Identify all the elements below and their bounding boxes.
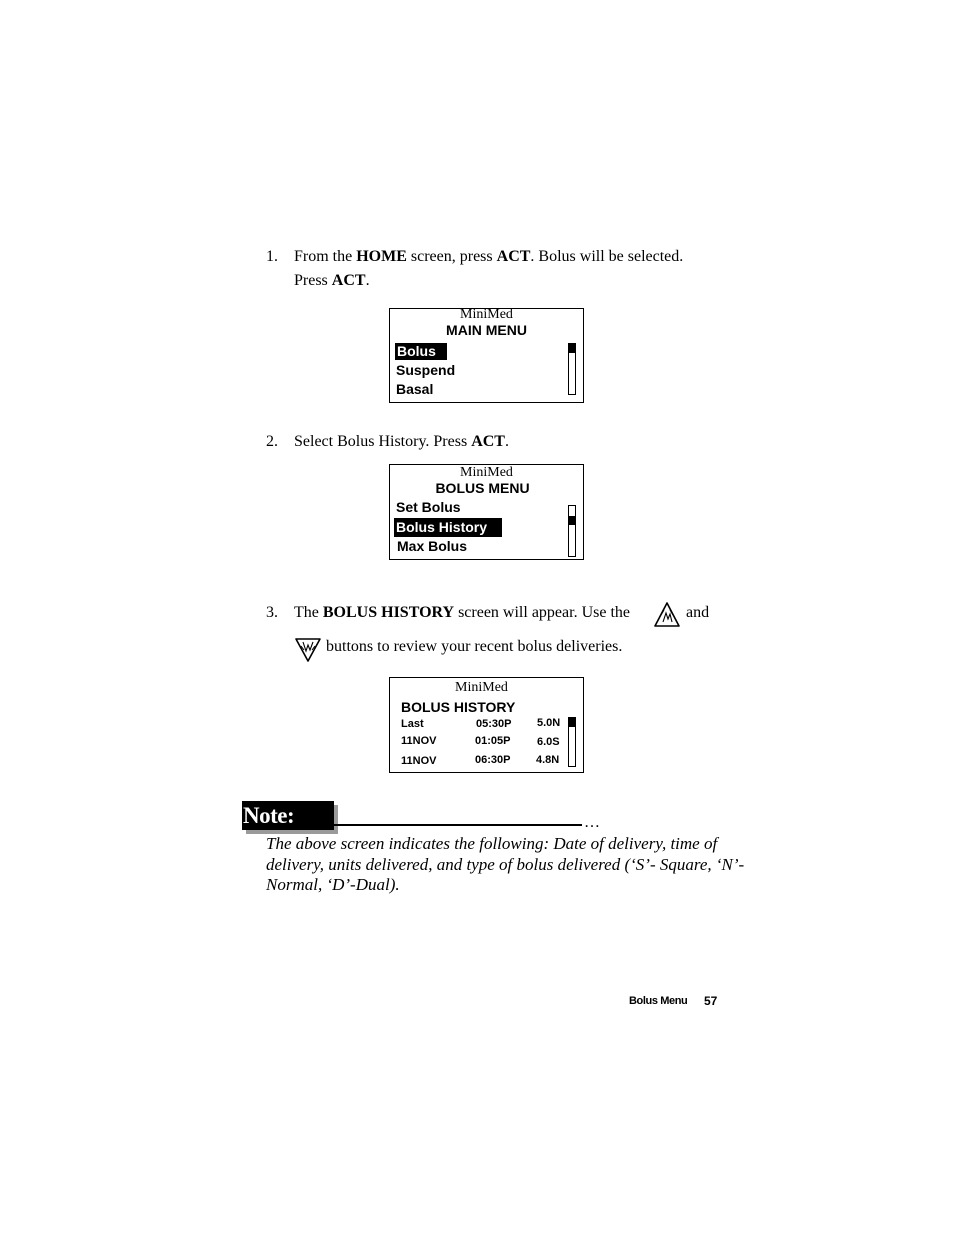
brand-label: MiniMed [455,680,508,695]
history-units: 4.8N [536,754,560,766]
history-units: 5.0N [537,717,561,729]
step-number: 2. [266,433,278,450]
text-run: screen will appear. Use the [454,604,630,621]
scrollbar [568,343,576,395]
scrollbar-thumb [569,344,575,353]
down-arrow-button-icon [294,637,322,663]
history-date: 11NOV [401,755,437,767]
menu-item-bolus: Bolus [395,343,447,360]
text-run: . [365,272,370,289]
step-number: 3. [266,604,278,621]
brand-label: MiniMed [460,465,513,480]
screen-title: MAIN MENU [446,322,527,338]
text-run: . Bolus will be selected. [530,248,684,265]
text-run: screen, press [406,248,497,265]
history-time: 05:30P [476,718,512,730]
text-run: The [294,604,323,621]
screen-title: BOLUS HISTORY [401,699,516,715]
step-3-line-1 [294,601,630,625]
history-time: 01:05P [475,735,511,747]
step-3 [266,601,726,665]
text-run: From the [294,248,357,265]
scrollbar-thumb [569,516,575,525]
page-footer [600,993,730,1011]
footer-section: Bolus Menu [629,995,688,1007]
step-3-and: and [686,604,710,621]
note-text: The above screen indicates the following: Date of delivery, time of delivery, units delivered, and type of bolus delivered (‘S’- Square, ‘N’-Normal, ‘D’-Dual). [266,834,745,894]
bold-keyword: HOME [356,248,407,265]
menu-item-basal: Basal [396,381,434,397]
pump-screen-bolus-menu [389,464,584,560]
scrollbar [568,505,576,557]
step-number: 1. [266,248,278,265]
note-label-box [242,801,334,830]
menu-item-max-bolus: Max Bolus [397,538,468,554]
scrollbar-thumb [569,718,575,727]
history-date: 11NOV [401,735,437,747]
bold-keyword: ACT [496,248,531,265]
brand-label: MiniMed [460,307,513,322]
menu-item-suspend: Suspend [396,362,456,378]
step-2-line-1 [294,430,509,454]
bold-keyword: ACT [471,433,505,450]
screen-title: BOLUS MENU [435,480,530,496]
history-time: 06:30P [475,754,511,766]
step-1-line-2 [294,269,370,293]
step-1-line-1 [294,245,683,269]
history-date: Last [401,718,424,730]
text-run: Select Bolus History. Press [294,433,472,450]
text-run: . [504,433,509,450]
text-run: buttons to review your recent bolus deliveries. [326,638,623,655]
note-label: Note: [243,803,295,828]
bold-keyword: BOLUS HISTORY [322,604,455,621]
step-3-line-2 [326,635,622,659]
text-run: Press [294,272,332,289]
pump-screen-bolus-history [389,677,584,773]
up-arrow-button-icon [653,601,681,629]
bold-keyword: ACT [331,272,366,289]
scrollbar [568,717,576,767]
note-ellipsis: … [584,814,600,831]
pump-screen-main-menu [389,308,584,403]
menu-item-bolus-history: Bolus History [394,518,502,537]
menu-item-set-bolus: Set Bolus [396,499,461,515]
history-units: 6.0S [537,736,560,748]
footer-page-number: 57 [704,994,718,1008]
note-rule [334,824,582,826]
